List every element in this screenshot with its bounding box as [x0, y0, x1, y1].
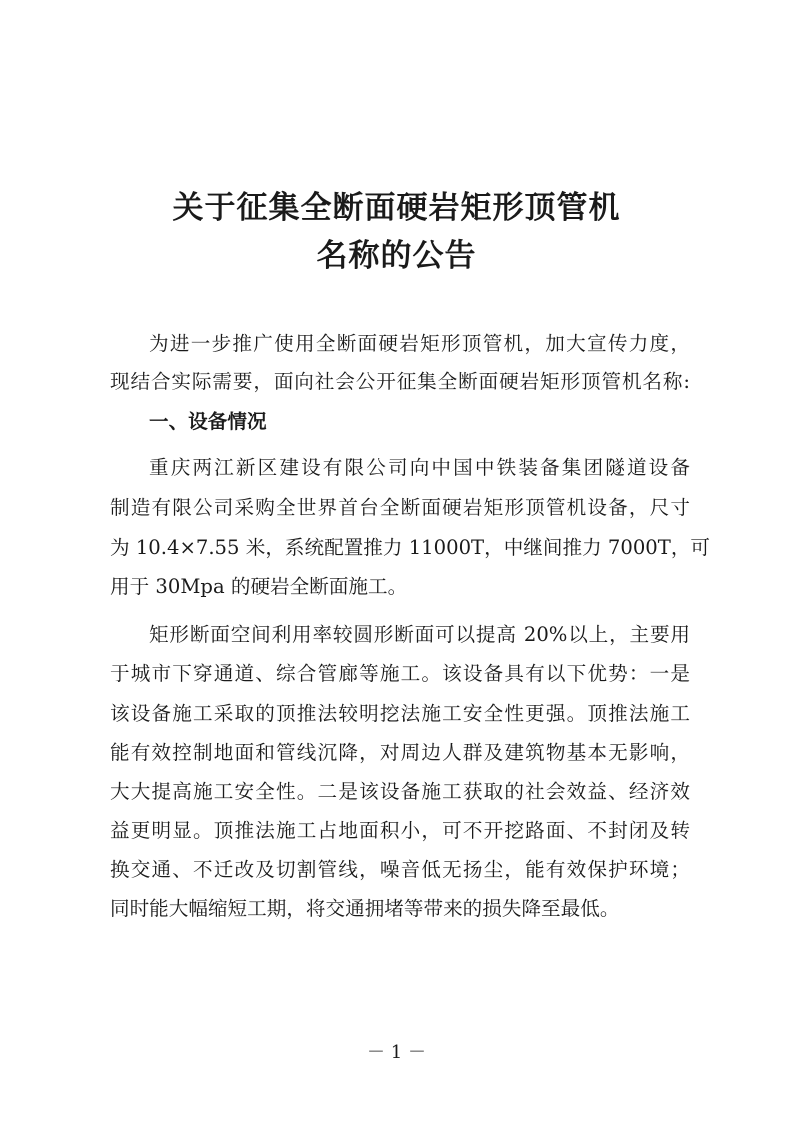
paragraph-line: 制造有限公司采购全世界首台全断面硬岩矩形顶管机设备，尺寸	[110, 496, 690, 519]
paragraph-line: 换交通、不迁改及切割管线，噪音低无扬尘，能有效保护环境；	[110, 858, 690, 881]
paragraph-line: 重庆两江新区建设有限公司向中国中铁装备集团隧道设备	[149, 456, 690, 479]
paragraph-line: 矩形断面空间利用率较圆形断面可以提高 20%以上，主要用	[149, 623, 690, 646]
paragraph-line: 大大提高施工安全性。二是该设备施工获取的社会效益、经济效	[110, 780, 690, 803]
paragraph-line: 为 10.4×7.55 米，系统配置推力 11000T，中继间推力 7000T，可	[110, 536, 711, 559]
intro-line: 为进一步推广使用全断面硬岩矩形顶管机，加大宣传力度，	[149, 332, 690, 355]
intro-line: 现结合实际需要，面向社会公开征集全断面硬岩矩形顶管机名称:	[110, 370, 690, 393]
document-title-line-1: 关于征集全断面硬岩矩形顶管机	[172, 190, 621, 226]
paragraph-line: 用于 30Mpa 的硬岩全断面施工。	[110, 575, 408, 598]
section-heading-equipment: 一、设备情况	[149, 410, 267, 433]
paragraph-line: 同时能大幅缩短工期，将交通拥堵等带来的损失降至最低。	[110, 897, 620, 920]
document-title-line-2: 名称的公告	[316, 238, 477, 274]
paragraph-line: 能有效控制地面和管线沉降，对周边人群及建筑物基本无影响，	[110, 741, 690, 764]
page-number: － 1 －	[367, 1042, 426, 1063]
paragraph-line: 益更明显。顶推法施工占地面积小，可不开挖路面、不封闭及转	[110, 819, 690, 842]
paragraph-line: 于城市下穿通道、综合管廊等施工。该设备具有以下优势：一是	[110, 662, 690, 685]
paragraph-line: 该设备施工采取的顶推法较明挖法施工安全性更强。顶推法施工	[110, 702, 690, 725]
